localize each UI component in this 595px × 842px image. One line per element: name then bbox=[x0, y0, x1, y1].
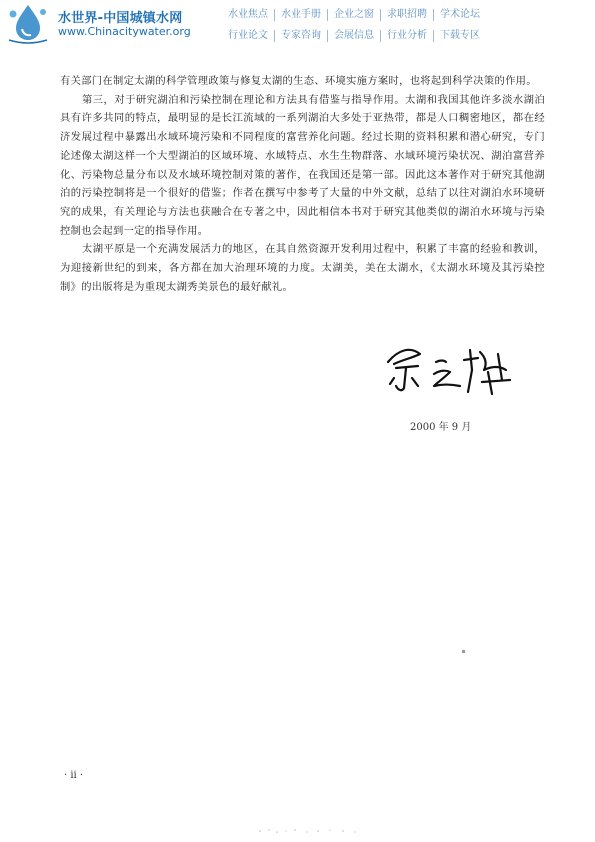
nav-link-downloads[interactable]: 下载专区 bbox=[440, 29, 480, 41]
nav-link-industry-analysis[interactable]: 行业分析 bbox=[381, 30, 434, 42]
nav-row-1 bbox=[222, 5, 590, 24]
document-date: 2000 年 9 月 bbox=[410, 422, 472, 433]
document-body bbox=[60, 72, 545, 296]
site-name[interactable]: 水世界-中国城镇水网 bbox=[58, 11, 183, 26]
paragraph-3: 太湖平原是一个充满发展活力的地区，在其自然资源开发利用过程中，积累了丰富的经验和教训，为迎接新世纪的到来，各方都在加大治理环境的力度。太湖美，美在太湖水，《太湖水环境及其污染控制》的出版将是为重现太湖秀美景色的最好献礼。 bbox=[60, 243, 545, 293]
paragraph-1: 有关部门在制定太湖的科学管理政策与修复太湖的生态、环境实施方案时，也将起到科学决策的作用。 bbox=[60, 75, 537, 87]
scan-noise bbox=[255, 826, 365, 836]
handwritten-signature-icon bbox=[380, 340, 520, 400]
nav-link-academic-forum[interactable]: 学术论坛 bbox=[440, 8, 480, 20]
site-header bbox=[0, 0, 595, 46]
nav-link-industry-focus[interactable]: 水业焦点 bbox=[222, 9, 275, 21]
water-drop-logo-icon[interactable] bbox=[6, 2, 50, 44]
nav-link-exhibitions[interactable]: 会展信息 bbox=[328, 30, 381, 42]
paragraph-2: 第三，对于研究湖泊和污染控制在理论和方法具有借鉴与指导作用。太湖和我国其他许多淡水湖泊具有许多共同的特点，最明显的是长江流域的一系列湖泊大多处于亚热带，都是人口稠密地区，都在经济发展过程中暴露出水域环境污染和不同程度的富营养化问题。经过长期的资料积累和潜心研究，专门论述像太湖这样一个大型湖泊的区域环境、水域特点、水生生物群落、水域环境污染状况、湖泊富营养化、污染物总量分布以及水域环境控制对策的著作，在我国还是第一部。因此这本著作对于研究其他湖泊的污染控制将是一个很好的借鉴；作者在撰写中参考了大量的中外文献，总结了以往对湖泊水环境研究的成果，有关理论与方法也获融合在专著之中，因此相信本书对于研究其他类似的湖泊水环境与污染控制也会起到一定的指导作用。 bbox=[60, 93, 545, 237]
nav-link-papers[interactable]: 行业论文 bbox=[222, 30, 275, 42]
top-navigation bbox=[222, 5, 590, 45]
nav-row-2 bbox=[222, 26, 590, 45]
scan-artifact bbox=[462, 650, 465, 653]
nav-link-expert-consult[interactable]: 专家咨询 bbox=[275, 30, 328, 42]
nav-link-company-window[interactable]: 企业之窗 bbox=[328, 9, 381, 21]
nav-link-jobs[interactable]: 求职招聘 bbox=[381, 9, 434, 21]
site-url[interactable]: www.Chinacitywater.org bbox=[58, 25, 191, 38]
page-number: · ii · bbox=[64, 770, 84, 781]
nav-link-industry-handbook[interactable]: 水业手册 bbox=[275, 9, 328, 21]
